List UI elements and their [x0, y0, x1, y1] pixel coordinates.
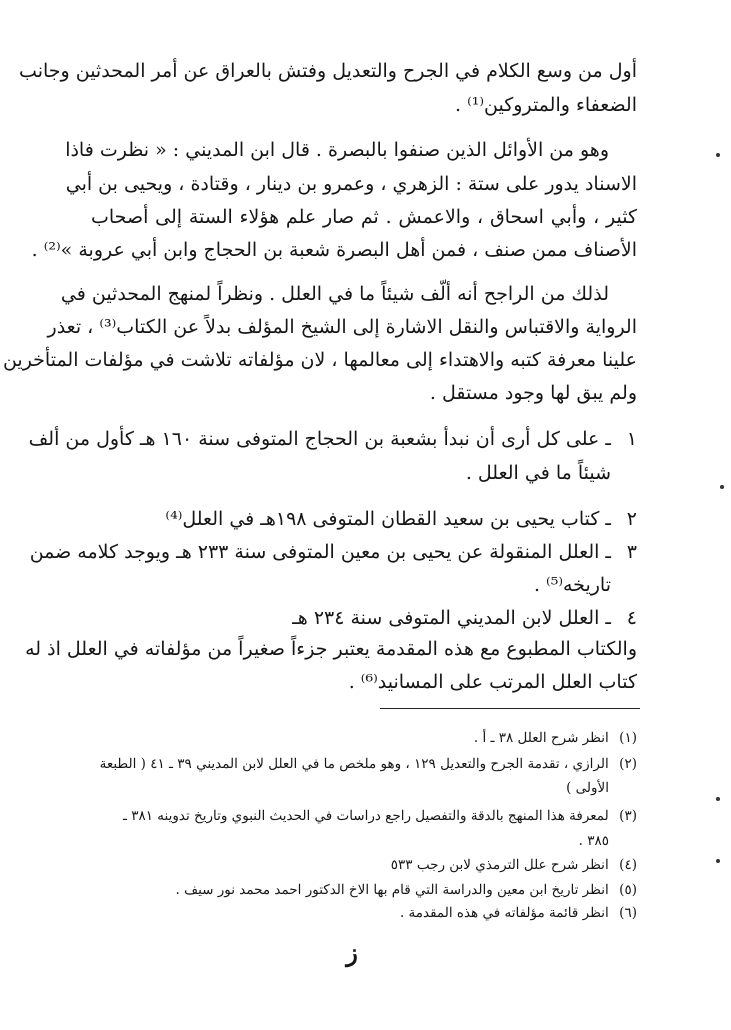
footnote-number: (١)	[619, 730, 637, 746]
scan-speck	[716, 153, 720, 157]
list-item-line: ـ على كل أرى أن نبدأ بشعبة بن الحجاج المتوفى سنة ١٦٠ هـ كأول من ألف	[28, 428, 611, 450]
footnote	[91, 854, 637, 876]
footnote-continuation: الأولى )	[566, 780, 609, 796]
list-item-number: ١	[626, 428, 637, 450]
footnote-separator	[380, 708, 640, 709]
body-line: علينا معرفة كتبه والاهتداء إلى معالمها ، لان مؤلفاته تلاشت في مؤلفات المتأخرين	[2, 349, 637, 371]
footnote-text: انظر قائمة مؤلفاته في هذه المقدمة .	[399, 905, 609, 921]
footnote	[91, 879, 637, 901]
scan-speck	[720, 485, 724, 489]
list-item-line: ـ العلل المنقولة عن يحيى بن معين المتوفى سنة ٢٣٣ هـ ويوجد كلامه ضمن	[29, 541, 611, 563]
body-line: لذلك من الراجح أنه ألّف شيئاً ما في العلل . ونظراً لمنهج المحدثين في	[60, 283, 609, 305]
body-line: كتاب العلل المرتب على المسانيد⁽⁶⁾ .	[348, 671, 637, 693]
list-item-number: ٢	[626, 508, 637, 530]
footnote-number: (٤)	[619, 857, 637, 873]
footnote-number: (٥)	[619, 882, 637, 898]
body-line: أول من وسع الكلام في الجرح والتعديل وفتش بالعراق عن أمر المحدثين وجانب	[19, 60, 637, 82]
page-number: ز	[346, 938, 358, 967]
body-line: ولم يبق لها وجود مستقل .	[429, 382, 637, 404]
list-item-number: ٣	[626, 541, 637, 563]
footnote	[91, 902, 637, 924]
body-line: الرواية والاقتباس والنقل الاشارة إلى الشيخ المؤلف بدلاً عن الكتاب⁽³⁾ ، تعذر	[47, 316, 637, 338]
list-item-line: ـ العلل لابن المديني المتوفى سنة ٢٣٤ هـ	[292, 607, 611, 629]
footnote-number: (٦)	[619, 905, 637, 921]
footnote-text: انظر شرح العلل ٣٨ ـ أ .	[473, 730, 609, 746]
body-line: كثير ، وأبي اسحاق ، والاعمش . ثم صار علم هؤلاء الستة إلى أصحاب	[91, 206, 637, 228]
footnote	[91, 805, 637, 827]
body-line: والكتاب المطبوع مع هذه المقدمة يعتبر جزءاً صغيراً من مؤلفاته في العلل اذ له	[25, 638, 637, 660]
footnote-text: انظر تاريخ ابن معين والدراسة التي قام بها الاخ الدكتور احمد محمد نور سيف .	[175, 882, 609, 898]
footnote-continuation: ٣٨٥ .	[578, 833, 609, 849]
scan-speck	[716, 797, 720, 801]
footnote-text: لمعرفة هذا المنهج بالدقة والتفصيل راجع دراسات في الحديث النبوي وتاريخ تدوينه ٣٨١ ـ	[122, 808, 609, 824]
footnote-number: (٣)	[619, 808, 637, 824]
body-line: وهو من الأوائل الذين صنفوا بالبصرة . قال ابن المديني : « نظرت فاذا	[65, 139, 609, 161]
list-item-line: تاريخه⁽⁵⁾ .	[533, 574, 611, 596]
list-item-line: شيئاً ما في العلل .	[465, 462, 611, 484]
footnote	[91, 727, 637, 749]
scan-speck	[716, 859, 720, 863]
footnote	[91, 753, 637, 775]
footnote-text: الرازي ، تقدمة الجرح والتعديل ١٢٩ ، وهو ملخص ما في العلل لابن المديني ٣٩ ـ ٤١ ( الطبعة	[99, 756, 609, 772]
footnote-text: انظر شرح علل الترمذي لابن رجب ٥٣٣	[390, 857, 609, 873]
list-item-line: ـ كتاب يحيى بن سعيد القطان المتوفى ١٩٨هـ في العلل⁽⁴⁾	[165, 508, 611, 530]
footnote-number: (٢)	[619, 756, 637, 772]
body-line: الأصناف ممن صنف ، فمن أهل البصرة شعبة بن الحجاج وابن أبي عروبة »⁽²⁾ .	[31, 239, 637, 261]
list-item-number: ٤	[626, 607, 637, 629]
body-line: الاسناد يدور على ستة : الزهري ، وعمرو بن دينار ، وقتادة ، ويحيى بن أبي	[65, 173, 637, 195]
body-line: الضعفاء والمتروكين⁽¹⁾ .	[455, 94, 637, 116]
